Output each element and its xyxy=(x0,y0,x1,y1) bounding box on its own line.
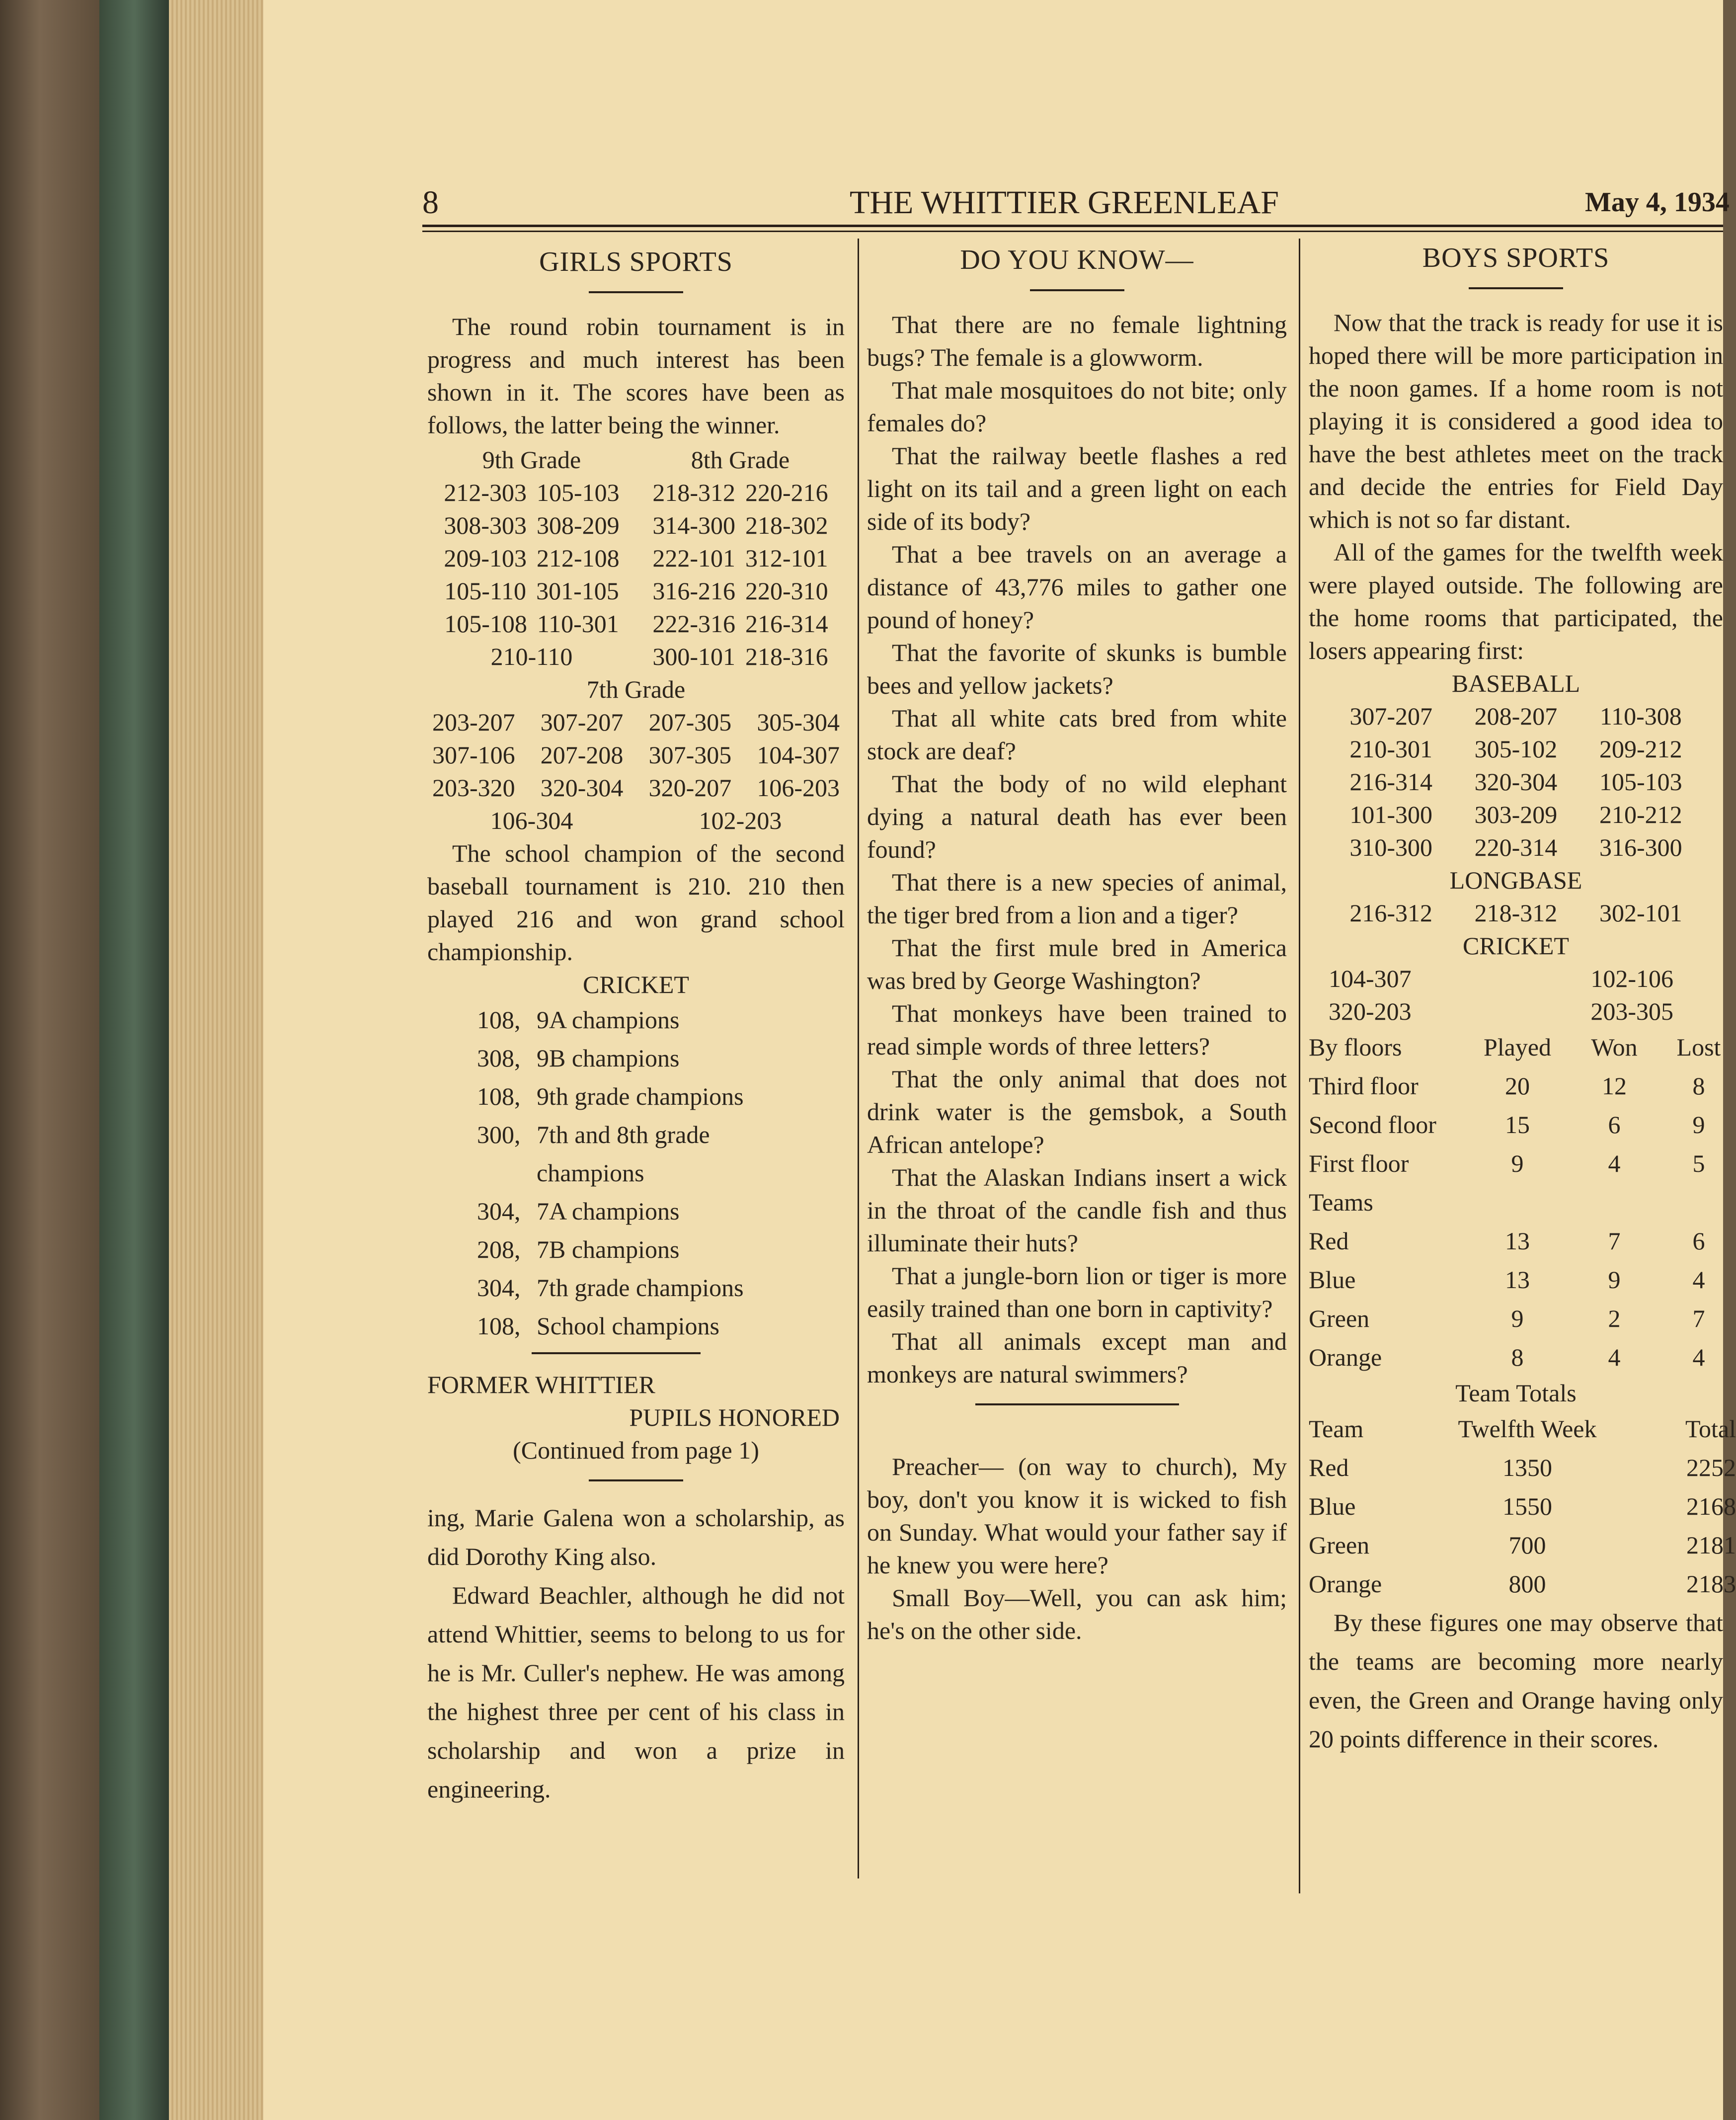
cell: 13 xyxy=(1505,1227,1530,1255)
score-row xyxy=(427,640,636,673)
cell: 15 xyxy=(1505,1111,1530,1139)
score: 104-307 xyxy=(757,741,840,769)
fact-item: That the Alaskan Indians insert a wick in the throat of the candle fish and thus illuminate their huts? xyxy=(867,1163,1287,1257)
cricket-champion-row xyxy=(477,1001,845,1039)
cell: 1550 xyxy=(1502,1492,1552,1520)
heading-rule xyxy=(1030,289,1124,291)
boys-cricket-label: CRICKET xyxy=(1463,932,1569,960)
header-rule-top xyxy=(422,225,1723,227)
score: 209-103 xyxy=(444,544,527,572)
cell: Green xyxy=(1309,1305,1370,1332)
floor-row xyxy=(1309,1144,1723,1183)
cell: 1350 xyxy=(1502,1454,1552,1481)
boys-p3: By these figures one may observe that the teams are becoming more nearly even, the Green and Orange having only 20 points difference in their scores. xyxy=(1309,1609,1723,1753)
score: 212-108 xyxy=(537,544,620,572)
grade7-label: 7th Grade xyxy=(586,675,686,703)
score: 104-307 xyxy=(1329,965,1412,992)
cell: 4 xyxy=(1608,1149,1621,1177)
score: 203-207 xyxy=(432,708,515,736)
score: 218-312 xyxy=(1474,899,1558,927)
cell: 8 xyxy=(1511,1343,1524,1371)
cell: 2 xyxy=(1608,1305,1621,1332)
cell: 12 xyxy=(1602,1072,1627,1100)
column-header: Twelfth Week xyxy=(1458,1415,1597,1443)
score-row xyxy=(636,607,845,640)
cricket-champion-row xyxy=(477,1077,845,1116)
score: 320-203 xyxy=(1329,997,1412,1025)
former-p1: ing, Marie Galena won a scholarship, as did Dorothy King also. xyxy=(427,1504,845,1570)
totals-row xyxy=(1309,1526,1736,1564)
score: 314-300 xyxy=(652,511,735,539)
team-row xyxy=(1309,1222,1723,1260)
fact-item: That a jungle-born lion or tiger is more easily trained than one born in captivity? xyxy=(867,1262,1287,1322)
score: 216-312 xyxy=(1349,899,1432,927)
column-do-you-know xyxy=(867,239,1287,1647)
column-divider-2 xyxy=(1299,239,1300,1893)
cell: Green xyxy=(1309,1531,1370,1559)
score: 207-305 xyxy=(648,708,732,736)
cell: 9 xyxy=(1608,1266,1621,1294)
score-row xyxy=(1329,962,1703,995)
champion-label: School champions xyxy=(537,1312,720,1340)
score: 218-312 xyxy=(652,479,735,506)
cell: 2168 xyxy=(1686,1492,1736,1520)
totals-row xyxy=(1309,1487,1736,1526)
cell: 700 xyxy=(1508,1531,1546,1559)
score: 106-304 xyxy=(490,807,573,834)
cell: Blue xyxy=(1309,1266,1356,1294)
column-header: Lost xyxy=(1676,1033,1721,1061)
score: 203-320 xyxy=(432,774,515,802)
score: 312-101 xyxy=(745,544,828,572)
fact-item: That there are no female lightning bugs? The female is a glowworm. xyxy=(867,311,1287,371)
room-number: 108, xyxy=(477,1312,521,1340)
do-you-know-items xyxy=(867,308,1287,1390)
page-edges xyxy=(169,0,263,2120)
cell: 20 xyxy=(1505,1072,1530,1100)
section-rule xyxy=(975,1403,1179,1405)
score: 208-207 xyxy=(1474,702,1558,730)
score: 222-101 xyxy=(652,544,735,572)
fact-item: That the favorite of skunks is bumble bees and yellow jackets? xyxy=(867,639,1287,699)
grade9-block xyxy=(427,443,636,673)
cell: 2183 xyxy=(1686,1570,1736,1598)
cricket-champion-row xyxy=(477,1269,845,1307)
heading-rule xyxy=(1469,287,1563,289)
champion-label: 9B champions xyxy=(537,1044,680,1072)
score: 110-301 xyxy=(537,610,619,638)
column-girls-sports xyxy=(427,239,845,1808)
score-row xyxy=(427,607,636,640)
girls-intro: The round robin tournament is in progress and much interest has been shown in it. The scores have been as follows, the latter being the winner. xyxy=(427,313,845,439)
fact-item: That there is a new species of animal, the tiger bred from a lion and a tiger? xyxy=(867,868,1287,929)
book-binding xyxy=(0,0,99,2120)
column-header: Played xyxy=(1483,1033,1552,1061)
totals-label: Team Totals xyxy=(1455,1379,1577,1407)
score: 316-300 xyxy=(1599,833,1682,861)
fact-item: That the railway beetle flashes a red light on its tail and a green light on each side of its body? xyxy=(867,442,1287,535)
score-row xyxy=(1329,798,1703,831)
longbase-label: LONGBASE xyxy=(1449,866,1582,894)
fact-item: That male mosquitoes do not bite; only females do? xyxy=(867,376,1287,437)
newspaper-page xyxy=(263,0,1736,2120)
score: 218-302 xyxy=(745,511,828,539)
score-row xyxy=(427,738,845,771)
cell: 9 xyxy=(1511,1149,1524,1177)
score: 310-300 xyxy=(1349,833,1432,861)
floors-header xyxy=(1309,1028,1723,1066)
totals-header xyxy=(1309,1409,1736,1448)
score: 220-314 xyxy=(1474,833,1558,861)
score: 320-304 xyxy=(1474,768,1558,796)
former-title-2: PUPILS HONORED xyxy=(629,1403,840,1431)
score: 105-108 xyxy=(444,610,527,638)
cell: 6 xyxy=(1692,1227,1705,1255)
score: 308-209 xyxy=(537,511,620,539)
score: 102-203 xyxy=(699,807,782,834)
grade8-label: 8th Grade xyxy=(691,446,790,474)
fact-item: That all animals except man and monkeys are natural swimmers? xyxy=(867,1327,1287,1388)
teams-label: Teams xyxy=(1309,1188,1373,1216)
score: 110-308 xyxy=(1599,702,1682,730)
continued-note: (Continued from page 1) xyxy=(513,1436,759,1464)
score-row xyxy=(427,706,845,738)
cell: 7 xyxy=(1608,1227,1621,1255)
section-rule xyxy=(532,1352,701,1354)
score: 308-303 xyxy=(444,511,527,539)
score-row xyxy=(636,476,845,509)
champion-label: 7th grade champions xyxy=(537,1274,744,1302)
score: 216-314 xyxy=(1349,768,1432,796)
joke-small-boy: Small Boy—Well, you can ask him; he's on the other side. xyxy=(867,1584,1287,1644)
score: 210-212 xyxy=(1599,801,1682,828)
joke-preacher: Preacher— (on way to church), My boy, don't you know it is wicked to fish on Sunday. What would your father say if he knew you were here? xyxy=(867,1453,1287,1579)
team-row xyxy=(1309,1338,1723,1377)
fact-item: That monkeys have been trained to read simple words of three letters? xyxy=(867,999,1287,1060)
cell: Blue xyxy=(1309,1492,1356,1520)
score: 207-208 xyxy=(540,741,624,769)
former-p2: Edward Beachler, although he did not attend Whittier, seems to belong to us for he is Mr. Culler's nephew. He was among the highest three per cent of his class in scholarship and won a prize in engineering. xyxy=(427,1581,845,1803)
boys-cricket-scores xyxy=(1309,962,1723,1028)
score-row xyxy=(427,542,636,574)
score-row xyxy=(1329,700,1703,733)
cell: Orange xyxy=(1309,1343,1382,1371)
score: 220-310 xyxy=(745,577,828,605)
score: 216-314 xyxy=(745,610,828,638)
score-row xyxy=(427,476,636,509)
cricket-champions xyxy=(477,1001,845,1345)
score-row xyxy=(1329,733,1703,765)
fact-item: That the only animal that does not drink water is the gemsbok, a South African antelope? xyxy=(867,1065,1287,1158)
cell: Second floor xyxy=(1309,1111,1436,1139)
page-number: 8 xyxy=(422,184,439,221)
boys-p1: Now that the track is ready for use it is hoped there will be more participation in the noon games. If a home room is not playing it is considered a good idea to have the best athletes meet on the track and decide the entries for Field Day which is not so far distant. xyxy=(1309,309,1723,533)
cell: Red xyxy=(1309,1227,1349,1255)
room-number: 108, xyxy=(477,1082,521,1110)
totals-table xyxy=(1309,1409,1736,1603)
cricket-champion-row xyxy=(477,1192,845,1230)
column-header: By floors xyxy=(1309,1033,1402,1061)
score: 320-304 xyxy=(540,774,624,802)
grade-scores xyxy=(427,443,845,673)
cricket-champion-row xyxy=(477,1039,845,1077)
grade8-scores xyxy=(636,476,845,673)
fact-item: That the body of no wild elephant dying a natural death has ever been found? xyxy=(867,770,1287,863)
header-rule-bottom xyxy=(422,231,1723,232)
column-header: Total xyxy=(1685,1415,1736,1443)
cell: 4 xyxy=(1692,1266,1705,1294)
score: 102-106 xyxy=(1590,965,1673,992)
room-number: 304, xyxy=(477,1197,521,1225)
team-row xyxy=(1309,1260,1723,1299)
room-number: 108, xyxy=(477,1006,521,1034)
grade9-label: 9th Grade xyxy=(482,446,581,474)
longbase-scores xyxy=(1309,897,1723,929)
score: 320-207 xyxy=(648,774,732,802)
cell: 6 xyxy=(1608,1111,1621,1139)
floor-row xyxy=(1309,1105,1723,1144)
score: 210-110 xyxy=(490,643,573,670)
score-row xyxy=(636,509,845,542)
fact-item: That all white cats bred from white stock are deaf? xyxy=(867,704,1287,765)
champion-label: 7A champions xyxy=(537,1197,680,1225)
champion-text: The school champion of the second baseball tournament is 210. 210 then played 216 and won grand school championship. xyxy=(427,839,845,966)
issue-date: May 4, 1934 xyxy=(1585,187,1730,218)
cell: First floor xyxy=(1309,1149,1409,1177)
score: 305-102 xyxy=(1474,735,1558,763)
score: 307-207 xyxy=(540,708,624,736)
cell: Red xyxy=(1309,1454,1349,1481)
floors-table xyxy=(1309,1028,1723,1377)
girls-sports-heading: GIRLS SPORTS xyxy=(539,246,733,277)
cell: 800 xyxy=(1508,1570,1546,1598)
score-row xyxy=(636,574,845,607)
cell: Orange xyxy=(1309,1570,1382,1598)
baseball-scores xyxy=(1309,700,1723,864)
score: 101-300 xyxy=(1349,801,1432,828)
room-number: 208, xyxy=(477,1235,521,1263)
cell: 4 xyxy=(1608,1343,1621,1371)
cricket-champion-row xyxy=(477,1230,845,1269)
champion-label: 7th and 8th grade champions xyxy=(537,1121,710,1187)
totals-row xyxy=(1309,1564,1736,1603)
score-row xyxy=(636,640,845,673)
grade7-scores xyxy=(427,706,845,804)
cell: 9 xyxy=(1692,1111,1705,1139)
score: 303-209 xyxy=(1474,801,1558,828)
cell: 8 xyxy=(1692,1072,1705,1100)
heading-rule xyxy=(589,291,683,293)
score: 106-203 xyxy=(757,774,840,802)
fact-item: That a bee travels on an average a distance of 43,776 miles to gather one pound of honey? xyxy=(867,540,1287,634)
score: 307-305 xyxy=(648,741,732,769)
score-row xyxy=(427,771,845,804)
cricket-champion-row xyxy=(477,1116,845,1192)
grade8-block xyxy=(636,443,845,673)
room-number: 300, xyxy=(477,1121,521,1148)
floor-row xyxy=(1309,1066,1723,1105)
score: 222-316 xyxy=(652,610,735,638)
room-number: 304, xyxy=(477,1274,521,1302)
score: 105-110 xyxy=(444,577,527,605)
baseball-label: BASEBALL xyxy=(1451,669,1580,697)
totals-row xyxy=(1309,1448,1736,1487)
do-you-know-heading: DO YOU KNOW— xyxy=(960,245,1194,275)
score: 305-304 xyxy=(757,708,840,736)
grade9-scores xyxy=(427,476,636,673)
champion-label: 7B champions xyxy=(537,1235,680,1263)
score: 300-101 xyxy=(652,643,735,670)
score-row xyxy=(1329,765,1703,798)
score: 210-301 xyxy=(1349,735,1432,763)
score: 212-303 xyxy=(444,479,527,506)
cricket-champion-row xyxy=(477,1307,845,1345)
heading-rule xyxy=(589,1479,683,1481)
cell: 2181 xyxy=(1686,1531,1736,1559)
score: 301-105 xyxy=(536,577,619,605)
column-divider-1 xyxy=(858,239,859,1878)
score: 203-305 xyxy=(1590,997,1673,1025)
paper-title: THE WHITTIER GREENLEAF xyxy=(850,184,1279,221)
score: 302-101 xyxy=(1599,899,1682,927)
score: 209-212 xyxy=(1599,735,1682,763)
book-cover-edge xyxy=(99,0,169,2120)
score-row xyxy=(427,574,636,607)
column-header: Won xyxy=(1591,1033,1638,1061)
score-row xyxy=(636,542,845,574)
column-header: Team xyxy=(1309,1415,1364,1443)
cell: 13 xyxy=(1505,1266,1530,1294)
cell: 7 xyxy=(1692,1305,1705,1332)
champion-label: 9A champions xyxy=(537,1006,680,1034)
boys-sports-heading: BOYS SPORTS xyxy=(1422,243,1610,273)
column-boys-sports xyxy=(1309,239,1736,1758)
score-row xyxy=(427,509,636,542)
team-row xyxy=(1309,1299,1723,1338)
score: 307-106 xyxy=(432,741,515,769)
score: 307-207 xyxy=(1349,702,1432,730)
boys-p2: All of the games for the twelfth week were played outside. The following are the home rooms that participated, the losers appearing first: xyxy=(1309,538,1723,664)
score-row xyxy=(1329,831,1703,864)
score: 105-103 xyxy=(1599,768,1682,796)
grade7-last-row xyxy=(427,804,845,837)
former-title-1: FORMER WHITTIER xyxy=(427,1371,655,1398)
cell: 2252 xyxy=(1686,1454,1736,1481)
score: 316-216 xyxy=(652,577,735,605)
cell: 5 xyxy=(1692,1149,1705,1177)
champion-label: 9th grade champions xyxy=(537,1082,744,1110)
score: 105-103 xyxy=(537,479,620,506)
fact-item: That the first mule bred in America was bred by George Washington? xyxy=(867,934,1287,994)
cell: 4 xyxy=(1692,1343,1705,1371)
room-number: 308, xyxy=(477,1044,521,1072)
cell: 9 xyxy=(1511,1305,1524,1332)
cell: Third floor xyxy=(1309,1072,1419,1100)
score-row xyxy=(1329,995,1703,1028)
cricket-label: CRICKET xyxy=(583,971,689,998)
score: 220-216 xyxy=(745,479,828,506)
score: 218-316 xyxy=(745,643,828,670)
